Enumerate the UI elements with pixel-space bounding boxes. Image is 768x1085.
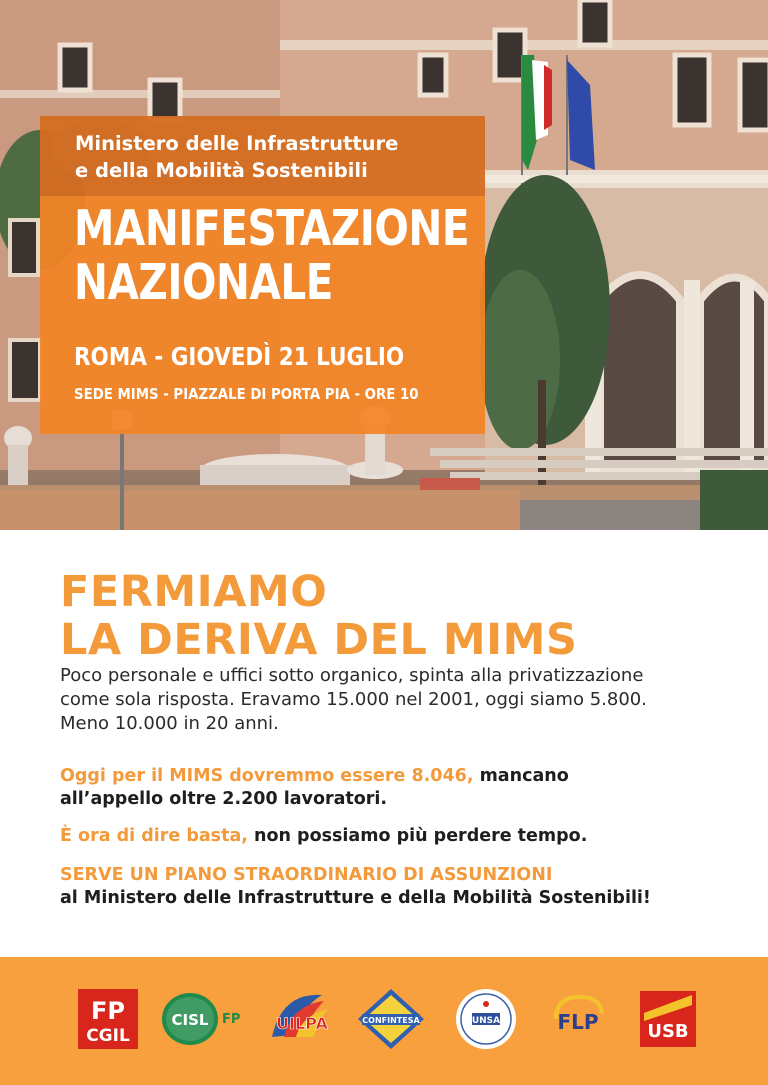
event-title <box>74 200 470 311</box>
cisl-text: CISL <box>171 1011 209 1029</box>
uilpa-text: UILPA <box>276 1014 328 1033</box>
staffing-statement <box>60 765 750 811</box>
basta-statement <box>60 825 750 848</box>
fp-cgil-bottom: CGIL <box>86 1026 130 1046</box>
headline-line-2: LA DERIVA DEL MIMS <box>60 615 578 665</box>
headline-line-1: FERMIAMO <box>60 567 328 617</box>
ministry-line-2: e della Mobilità Sostenibili <box>75 159 368 182</box>
usb-text: USB <box>647 1021 689 1042</box>
unsa-logo <box>455 988 517 1050</box>
fp-cgil-top: FP <box>91 997 125 1025</box>
unsa-text: UNSA <box>471 1016 501 1026</box>
fp-cgil-logo <box>78 989 138 1049</box>
cisl-fp-text: FP <box>222 1012 241 1027</box>
confintesa-logo <box>356 987 426 1051</box>
event-panel <box>40 116 485 434</box>
basta-rest: non possiamo più perdere tempo. <box>247 826 588 846</box>
basta-highlight: È ora di dire basta, <box>60 826 248 846</box>
hiring-plan-highlight: SERVE UN PIANO STRAORDINARIO DI ASSUNZIONI <box>60 865 553 885</box>
staffing-highlight: Oggi per il MIMS dovremmo essere 8.046, <box>60 766 474 786</box>
usb-logo <box>640 991 696 1047</box>
uilpa-logo <box>262 987 340 1047</box>
confintesa-text: CONFINTESA <box>362 1016 420 1025</box>
ministry-name <box>75 130 485 184</box>
intro-line-1: Poco personale e uffici sotto organico, spinta alla privatizzazione <box>60 665 644 686</box>
event-venue: SEDE MIMS - PIAZZALE DI PORTA PIA - ORE 10 <box>74 385 419 403</box>
title-line-2: NAZIONALE <box>74 254 334 311</box>
hero-photo <box>0 0 768 530</box>
ministry-line-1: Ministero delle Infrastrutture <box>75 132 399 155</box>
staffing-rest-1: mancano <box>473 766 569 786</box>
intro-line-3: Meno 10.000 in 20 anni. <box>60 713 279 734</box>
staffing-rest-2: all’appello oltre 2.200 lavoratori. <box>60 789 388 809</box>
flp-logo <box>550 993 606 1045</box>
intro-line-2: come sola risposta. Eravamo 15.000 nel 2001, oggi siamo 5.800. <box>60 689 647 710</box>
main-headline <box>60 568 740 664</box>
flp-text: FLP <box>557 1010 599 1034</box>
intro-paragraph <box>60 664 740 736</box>
title-line-1: MANIFESTAZIONE <box>74 200 470 257</box>
event-date: ROMA - GIOVEDÌ 21 LUGLIO <box>74 342 405 371</box>
cisl-fp-logo <box>160 991 246 1047</box>
union-logos-footer <box>0 957 768 1085</box>
hiring-plan-rest: al Ministero delle Infrastrutture e della Mobilità Sostenibili! <box>60 888 651 908</box>
hiring-plan-statement <box>60 864 750 910</box>
